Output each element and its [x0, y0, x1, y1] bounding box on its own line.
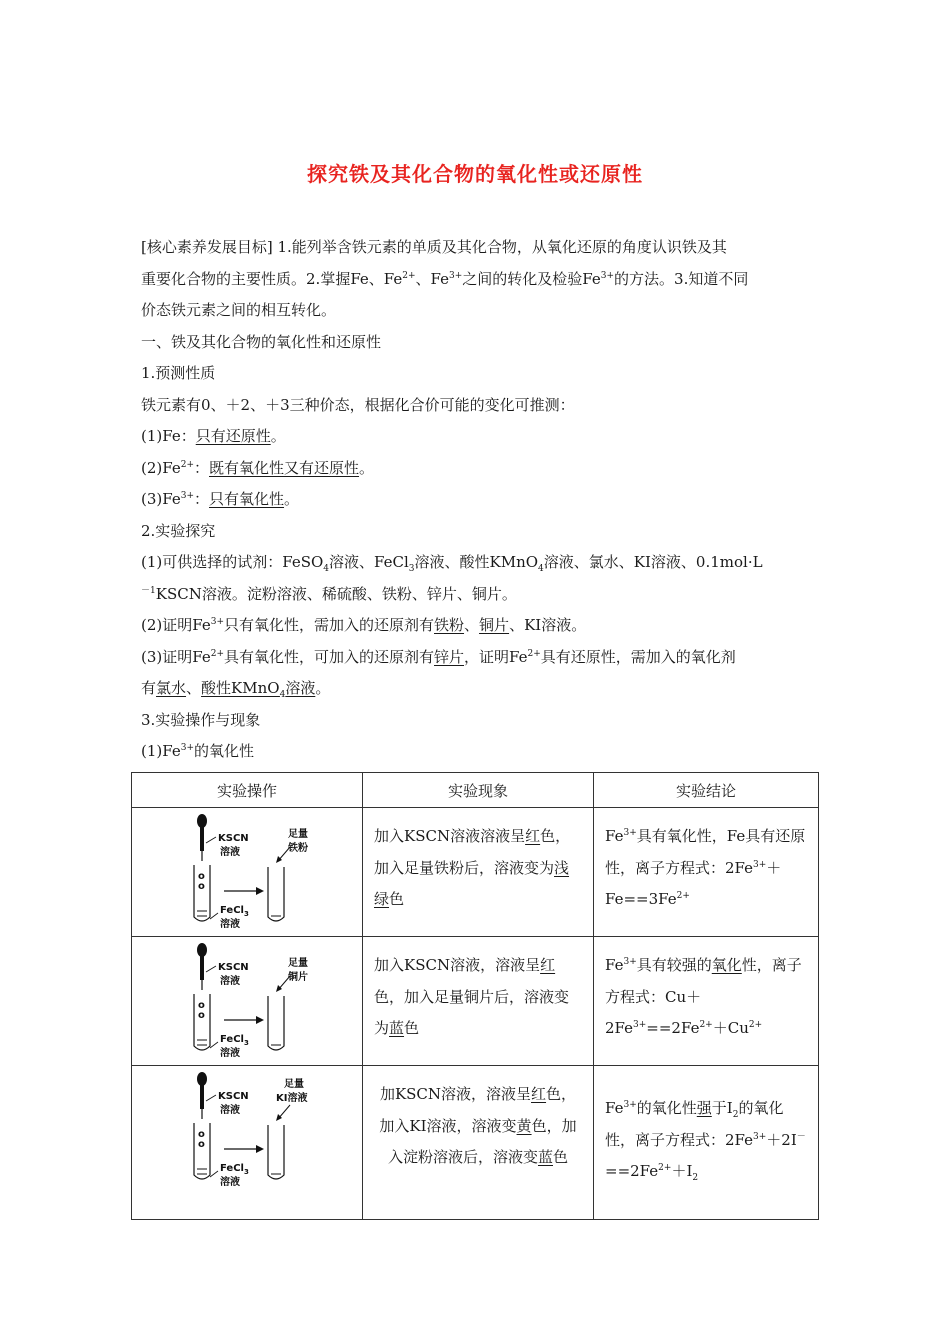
- phenomenon-cell: [363, 937, 594, 1066]
- punct: 。: [359, 458, 375, 477]
- text: 色，加入足量铜片后，溶液变为: [374, 987, 570, 1037]
- goal-line-3: 价态铁元素之间的相互转化。: [141, 301, 337, 319]
- text: (3)证明Fe: [141, 647, 211, 666]
- reagent-label: 足量: [288, 829, 308, 840]
- dropper-label: KSCN: [218, 1091, 249, 1102]
- answer: 蓝: [389, 1019, 405, 1037]
- section-heading: 一、铁及其化合物的氧化性和还原性: [141, 332, 382, 351]
- answer: 只有还原性: [195, 427, 271, 445]
- table-row: [132, 937, 819, 1066]
- subheading: 3.实验操作与现象: [141, 710, 261, 729]
- operation-cell: [132, 1066, 363, 1220]
- punct: 、: [464, 616, 480, 634]
- question-3-line-1: [141, 642, 821, 674]
- reagent-label: 足量: [284, 1079, 304, 1090]
- text: 色，加入KI溶液，溶液变: [379, 1085, 577, 1135]
- conclusion-cell: [594, 808, 819, 937]
- sub: 3: [243, 1168, 249, 1176]
- sup: 3+: [600, 270, 615, 281]
- text: 溶液、FeCl: [329, 553, 409, 571]
- phenomenon-text: [364, 1067, 592, 1184]
- label: (2)Fe: [141, 458, 181, 477]
- table-row: [132, 808, 819, 937]
- text: 具有较强的: [636, 956, 712, 974]
- fe3-property: [141, 484, 821, 516]
- text: 具有还原性，需加入的氧化剂: [540, 647, 736, 666]
- answer: 既有氧化性又有还原性: [209, 458, 360, 477]
- conclusion-cell: [594, 937, 819, 1066]
- goal-label: [核心素养发展目标]: [141, 238, 273, 256]
- answer: 只有氧化性: [209, 490, 285, 508]
- reagent-label-2: KI溶液: [276, 1093, 308, 1104]
- table-header: 实验现象: [363, 773, 594, 808]
- sup: 2+: [210, 648, 224, 659]
- sup: 3+: [623, 1100, 637, 1110]
- subheading: 1.预测性质: [141, 364, 216, 382]
- text: ==2Fe: [605, 1162, 659, 1180]
- text: 色，加入足量铁粉后，溶液变为: [374, 827, 571, 877]
- text: 的氧化性: [194, 742, 255, 760]
- sup: 3+: [753, 1131, 767, 1142]
- apparatus-diagram: [172, 1071, 322, 1189]
- sup: －: [796, 1131, 806, 1142]
- operation-cell: [132, 937, 363, 1066]
- sup: 3+: [753, 859, 767, 870]
- bubble: o: [198, 1010, 205, 1021]
- phenomenon-text: [364, 938, 592, 1055]
- table-header: 实验操作: [132, 773, 363, 808]
- phenomenon-cell: [363, 1066, 594, 1220]
- answer: 红: [531, 1085, 547, 1103]
- sup: 3+: [180, 491, 194, 501]
- label: (3)Fe: [141, 490, 181, 508]
- goal-line-2: [141, 264, 821, 296]
- reagent-label-2: 铜片: [288, 972, 308, 983]
- operation-cell: [132, 808, 363, 937]
- bubble: o: [198, 1000, 205, 1011]
- sup: 3+: [623, 828, 637, 838]
- tube-text: FeCl: [220, 905, 244, 916]
- text: ==2Fe: [646, 1019, 700, 1037]
- tube-text: FeCl: [220, 1034, 244, 1045]
- sup: 2+: [180, 459, 194, 470]
- tube-label-2: 溶液: [220, 1048, 240, 1059]
- table-header-row: [132, 773, 819, 808]
- sup: －1: [141, 585, 156, 596]
- phenomenon-text: [364, 809, 592, 926]
- sub: 3: [243, 910, 249, 918]
- text: 溶液、酸性KMnO: [414, 553, 539, 571]
- answer: 浅绿: [374, 858, 570, 908]
- dropper-label-2: 溶液: [220, 976, 240, 987]
- tube-label-2: 溶液: [220, 919, 240, 930]
- goal-text-2a: 重要化合物的主要性质。2.掌握Fe、Fe: [141, 269, 403, 288]
- answer: 强: [696, 1099, 712, 1117]
- answer: 铜片: [479, 616, 510, 634]
- text: Fe: [605, 827, 624, 845]
- text: 色: [389, 890, 405, 908]
- text: (1)Fe: [141, 742, 181, 760]
- conclusion-text: [595, 938, 817, 1055]
- answer: [201, 679, 316, 700]
- tube-label-2: 溶液: [220, 1177, 240, 1188]
- fe-property: [141, 421, 821, 453]
- punct: ：: [194, 490, 210, 508]
- dropper-label-2: 溶液: [220, 1105, 240, 1116]
- table-row: [132, 1066, 819, 1220]
- text: 加KSCN溶液，溶液呈: [379, 1085, 532, 1103]
- sub: 3: [408, 564, 415, 574]
- text: 色，加入淀粉溶液后，溶液变: [387, 1116, 577, 1166]
- text: (1)可供选择的试剂：FeSO: [141, 553, 324, 571]
- conclusion-cell: [594, 1066, 819, 1220]
- document-body: [141, 232, 821, 768]
- dropper-label: KSCN: [218, 962, 249, 973]
- text: ＋Cu: [712, 1019, 749, 1037]
- experiment-table: [131, 772, 819, 1220]
- conclusion-text: [595, 809, 817, 926]
- sup: 3+: [180, 743, 194, 753]
- answer: 黄: [516, 1116, 532, 1135]
- text: ＋I: [671, 1162, 693, 1180]
- tube-label: [220, 1034, 249, 1047]
- question-3-line-2: [141, 673, 821, 705]
- fe2-property: [141, 453, 821, 485]
- text: 色: [553, 1148, 569, 1166]
- conclusion-text: [595, 1067, 817, 1198]
- text: 、KI溶液。: [509, 616, 587, 634]
- text: ，证明Fe: [464, 647, 528, 666]
- text: 于I: [711, 1099, 733, 1117]
- answer: 锌片: [434, 647, 465, 666]
- apparatus-diagram: [172, 813, 322, 931]
- table-header: 实验结论: [594, 773, 819, 808]
- sup: 3+: [449, 270, 463, 281]
- text: 的氧化性: [636, 1099, 697, 1117]
- goal-text-2d: 的方法。3.知道不同: [614, 269, 749, 288]
- dropper-label: KSCN: [218, 833, 249, 844]
- text: 只有氧化性，需加入的还原剂有: [224, 616, 435, 634]
- sup: 2+: [699, 1020, 713, 1030]
- question-2: [141, 610, 821, 642]
- apparatus-diagram: [172, 942, 322, 1060]
- sup: 2+: [658, 1163, 672, 1173]
- punct: 。: [270, 427, 286, 445]
- goal-text-2c: 之间的转化及检验Fe: [462, 269, 601, 288]
- punct: 。: [284, 490, 300, 508]
- text: 溶液: [285, 679, 316, 697]
- punct: ：: [194, 458, 210, 477]
- tube-text: FeCl: [220, 1163, 244, 1174]
- punct: 、: [186, 679, 202, 697]
- text: 加入KSCN溶液，溶液呈: [374, 956, 541, 974]
- sub: 4: [538, 564, 544, 574]
- reagent-label: 足量: [288, 958, 308, 969]
- sub: 4: [279, 690, 286, 700]
- sup: 2+: [748, 1020, 763, 1030]
- answer: 铁粉: [434, 616, 465, 634]
- dropper-label-2: 溶液: [220, 847, 240, 858]
- goal-text-2b: 、Fe: [415, 269, 449, 288]
- text: Fe: [605, 956, 624, 974]
- text: 溶液、氯水、KI溶液、0.1mol·L: [543, 553, 763, 571]
- text: Fe: [605, 1099, 624, 1117]
- text: 具有氧化性，Fe具有还原性，离子方程式：2Fe: [605, 827, 806, 877]
- page-title: 探究铁及其化合物的氧化性或还原性: [307, 162, 643, 186]
- text: 色: [404, 1019, 420, 1037]
- text: 的氧化性，离子方程式：2Fe: [605, 1099, 784, 1149]
- answer: 红: [525, 827, 541, 845]
- tube-label: [220, 1163, 249, 1176]
- text: (2)证明Fe: [141, 616, 211, 634]
- paragraph: 铁元素有0、＋2、＋3三种价态，根据化合价可能的变化可推测：: [141, 395, 575, 414]
- phenomenon-cell: [363, 808, 594, 937]
- answer: 氧化: [711, 956, 742, 974]
- subheading: [141, 736, 821, 768]
- text: 加入KSCN溶液溶液呈: [374, 827, 526, 845]
- punct: 。: [315, 679, 331, 697]
- sup: 3+: [633, 1020, 647, 1030]
- bubble: o: [198, 871, 205, 882]
- sup: 3+: [210, 617, 224, 627]
- sup: 3+: [623, 957, 637, 967]
- text: 性，离子方程式：Cu＋2Fe: [605, 956, 802, 1037]
- answer: 氯水: [156, 679, 187, 697]
- reagent-label-2: 铁粉: [288, 843, 308, 854]
- answer: 蓝: [537, 1148, 553, 1166]
- subheading: 2.实验探究: [141, 521, 216, 540]
- text: ＋2I: [766, 1130, 797, 1149]
- answer: 红: [540, 956, 556, 974]
- text: 具有氧化性，可加入的还原剂有: [224, 647, 435, 666]
- sup: 2+: [676, 891, 690, 901]
- goal-text-1: 1.能列举含铁元素的单质及其化合物，从氧化还原的角度认识铁及其: [277, 238, 727, 256]
- sup: 2+: [527, 648, 541, 659]
- sub: 2: [692, 1173, 699, 1183]
- sub: 2: [732, 1110, 739, 1120]
- sup: 2+: [402, 270, 416, 281]
- goal-line-1: [141, 232, 821, 264]
- bubble: o: [198, 1139, 205, 1150]
- bubble: o: [198, 881, 205, 892]
- sub: 3: [243, 1039, 249, 1047]
- reagents-line-2: [141, 579, 821, 611]
- text: 酸性KMnO: [201, 679, 280, 697]
- text: KSCN溶液。淀粉溶液、稀硫酸、铁粉、锌片、铜片。: [155, 584, 517, 603]
- text: ＋Fe==3Fe: [605, 858, 782, 908]
- label: (1)Fe：: [141, 427, 196, 445]
- bubble: o: [198, 1129, 205, 1140]
- text: 有: [141, 679, 157, 697]
- sub: 4: [323, 564, 330, 574]
- reagents-line-1: [141, 547, 821, 579]
- tube-label: [220, 905, 249, 918]
